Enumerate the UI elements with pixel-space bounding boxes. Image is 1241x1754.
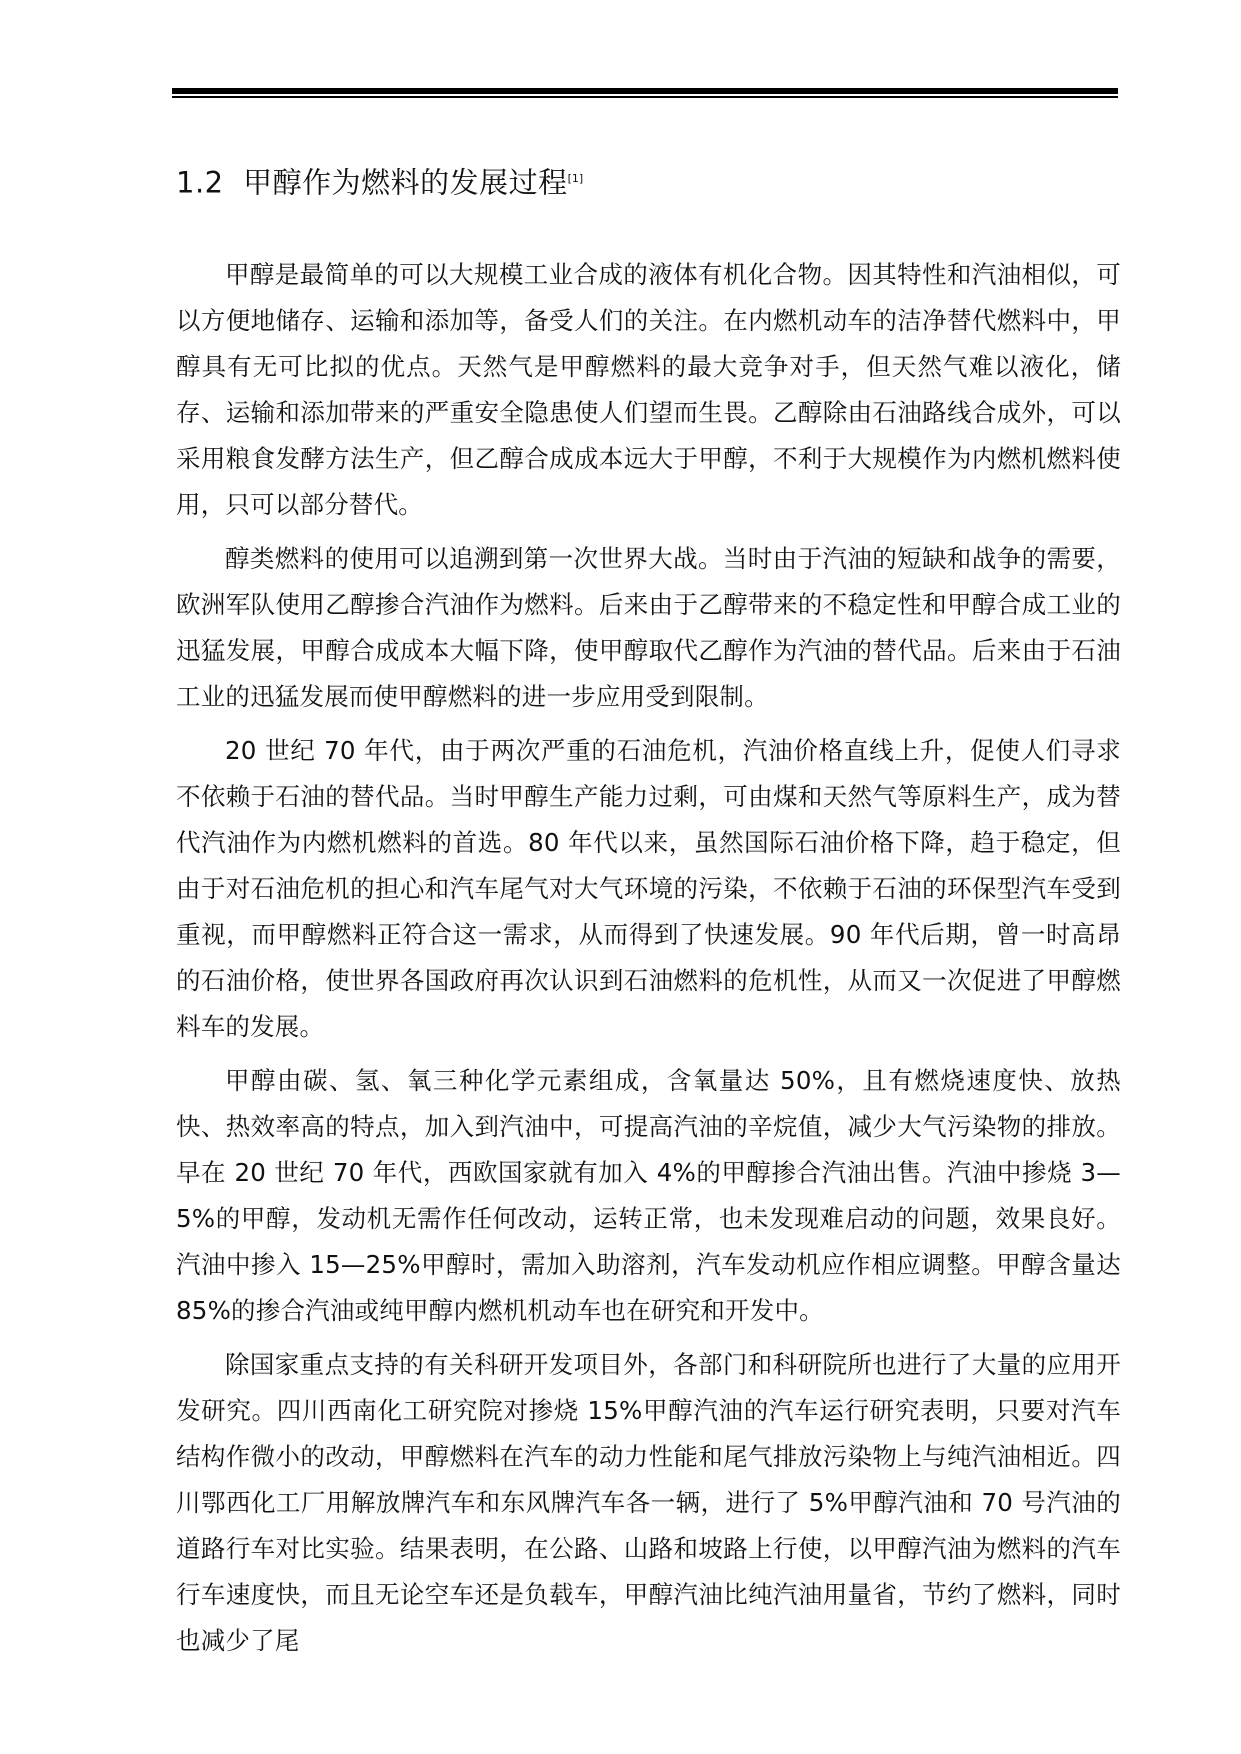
paragraph-5: 除国家重点支持的有关科研开发项目外，各部门和科研院所也进行了大量的应用开发研究。四川西南化工研究院对掺烧 15%甲醇汽油的汽车运行研究表明，只要对汽车结构作微小的改动，甲醇燃料在汽车的动力性能和尾气排放污染物上与纯汽油相近。四川鄂西化工厂用解放牌汽车和东风牌汽车各一辆，进行了 5%甲醇汽油和 70 号汽油的道路行车对比实验。结果表明，在公路、山路和坡路上行使，以甲醇汽油为燃料的汽车行车速度快，而且无论空车还是负载车，甲醇汽油比纯汽油用量省，节约了燃料，同时也减少了尾 xyxy=(176,1349,1121,1655)
paragraph-4: 甲醇由碳、氢、氧三种化学元素组成，含氧量达 50%，且有燃烧速度快、放热快、热效率高的特点，加入到汽油中，可提高汽油的辛烷值，减少大气污染物的排放。早在 20 世纪 70 年代，西欧国家就有加入 4%的甲醇掺合汽油出售。汽油中掺烧 3—5%的甲醇，发动机无需作任何改动，运转正常，也未发现难启动的问题，效果良好。汽油中掺入 15—25%甲醇时，需加入助溶剂，汽车发动机应作相应调整。甲醇含量达 85%的掺合汽油或纯甲醇内燃机机动车也在研究和开发中。 xyxy=(176,1065,1121,1325)
citation-ref: [1] xyxy=(567,172,584,185)
section-number: 1.2 xyxy=(176,165,224,200)
header-rule-thick xyxy=(172,88,1118,94)
paragraph-1: 甲醇是最简单的可以大规模工业合成的液体有机化合物。因其特性和汽油相似，可以方便地储存、运输和添加等，备受人们的关注。在内燃机动车的洁净替代燃料中，甲醇具有无可比拟的优点。天然气是甲醇燃料的最大竞争对手，但天然气难以液化，储存、运输和添加带来的严重安全隐患使人们望而生畏。乙醇除由石油路线合成外，可以采用粮食发酵方法生产，但乙醇合成成本远大于甲醇，不利于大规模作为内燃机燃料使用，只可以部分替代。 xyxy=(176,259,1121,519)
paragraph-3: 20 世纪 70 年代，由于两次严重的石油危机，汽油价格直线上升，促使人们寻求不依赖于石油的替代品。当时甲醇生产能力过剩，可由煤和天然气等原料生产，成为替代汽油作为内燃机燃料的首选。80 年代以来，虽然国际石油价格下降，趋于稳定，但由于对石油危机的担心和汽车尾气对大气环境的污染，不依赖于石油的环保型汽车受到重视，而甲醇燃料正符合这一需求，从而得到了快速发展。90 年代后期，曾一时高昂的石油价格，使世界各国政府再次认识到石油燃料的危机性，从而又一次促进了甲醇燃料车的发展。 xyxy=(176,735,1121,1041)
section-title: 甲醇作为燃料的发展过程 xyxy=(243,165,568,200)
paragraph-2: 醇类燃料的使用可以追溯到第一次世界大战。当时由于汽油的短缺和战争的需要，欧洲军队使用乙醇掺合汽油作为燃料。后来由于乙醇带来的不稳定性和甲醇合成工业的迅猛发展，甲醇合成成本大幅下降，使甲醇取代乙醇作为汽油的替代品。后来由于石油工业的迅猛发展而使甲醇燃料的进一步应用受到限制。 xyxy=(176,543,1121,711)
document-body xyxy=(176,158,1121,1672)
header-rule-thin xyxy=(172,96,1118,98)
section-heading xyxy=(176,158,1121,204)
